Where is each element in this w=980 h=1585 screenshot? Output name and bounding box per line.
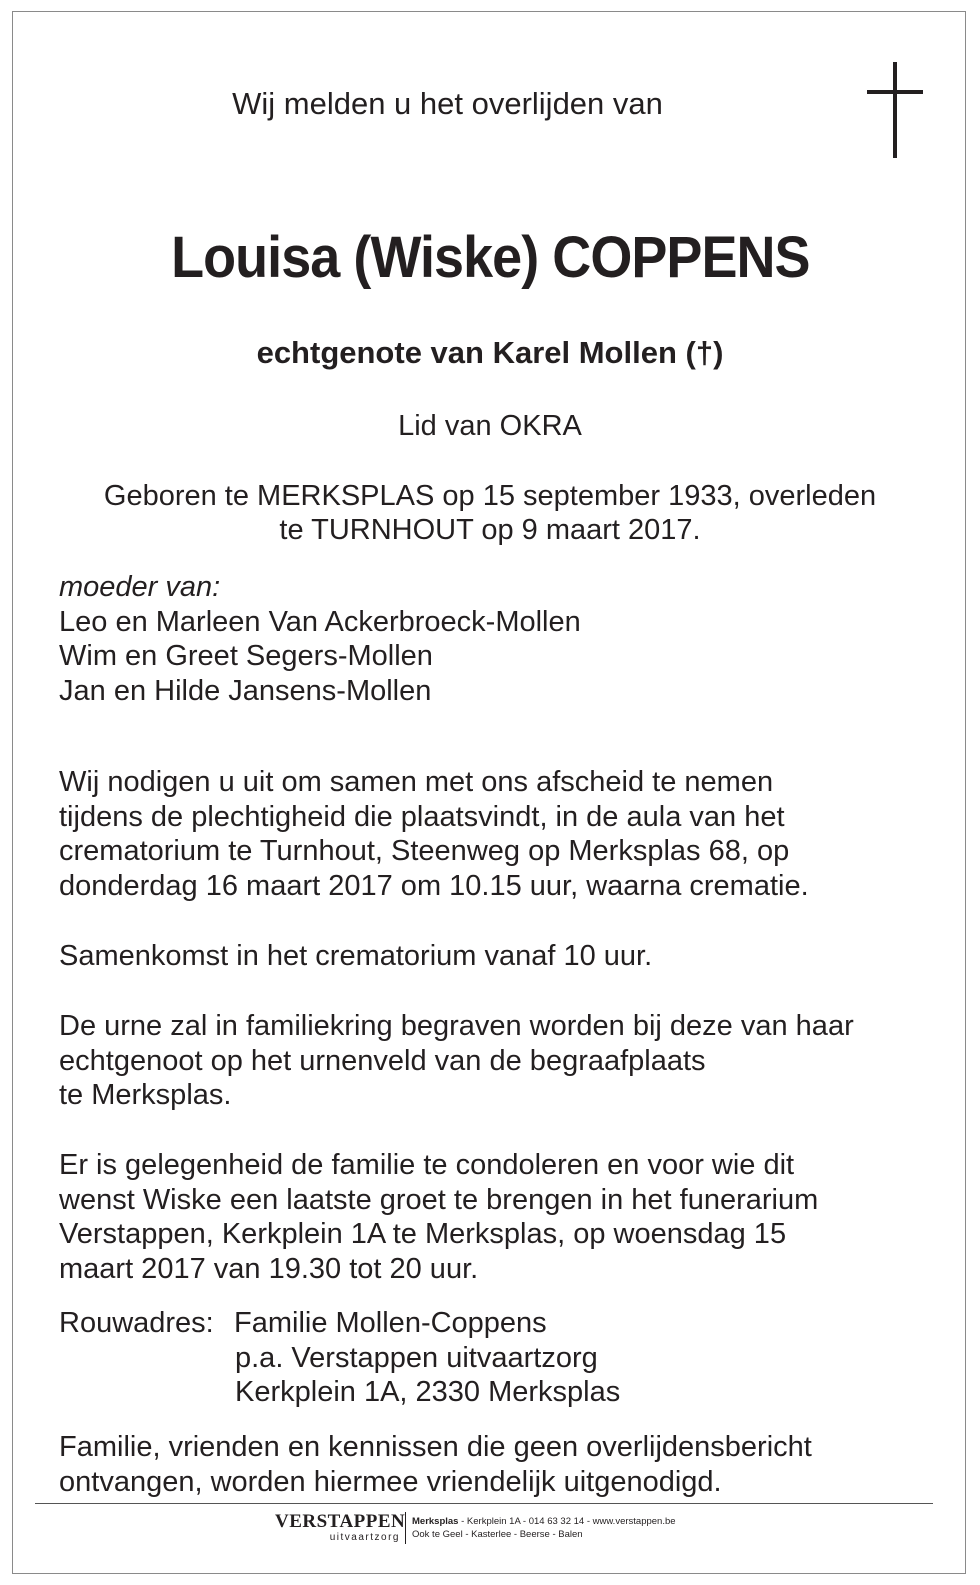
paragraph-line: donderdag 16 maart 2017 om 10.15 uur, waarna crematie. (59, 869, 809, 902)
paragraph-line: crematorium te Turnhout, Steenweg op Merksplas 68, op (59, 835, 790, 867)
membership-line: Lid van OKRA (398, 410, 582, 442)
deceased-name: Louisa (Wiske) COPPENS (171, 225, 810, 290)
logo-brand: VERSTAPPEN (275, 1511, 406, 1532)
paragraph-line: tijdens de plechtigheid die plaatsvindt, in de aula van het (59, 800, 785, 833)
children-lead: moeder van: (59, 571, 221, 603)
address-line: Kerkplein 1A, 2330 Merksplas (235, 1376, 621, 1408)
paragraph-line: Er is gelegenheid de familie te condoleren en voor wie dit (59, 1149, 795, 1181)
child-entry: Jan en Hilde Jansens-Mollen (59, 674, 432, 707)
birth-death-line-1: Geboren te MERKSPLAS op 15 september 1933, overleden (103, 480, 877, 512)
logo-subtitle: uitvaartzorg (329, 1532, 400, 1543)
paragraph-line: Verstappen, Kerkplein 1A te Merksplas, op woensdag 15 (59, 1218, 787, 1250)
ceremony-paragraph (59, 765, 939, 903)
children-list (59, 570, 939, 708)
footer-town: Merksplas (412, 1516, 459, 1527)
footer-divider (35, 1503, 933, 1504)
footer-contact (412, 1515, 676, 1541)
birth-death-line-2: te TURNHOUT op 9 maart 2017. (279, 514, 701, 546)
paragraph-line: Familie, vrienden en kennissen die geen overlijdensbericht (59, 1431, 812, 1463)
mourning-address (59, 1306, 939, 1410)
spouse-line: echtgenote van Karel Mollen (†) (256, 335, 724, 370)
gathering-paragraph (59, 939, 939, 974)
funeral-home-logo (275, 1511, 406, 1544)
urn-paragraph (59, 1009, 939, 1113)
paragraph-line: De urne zal in familiekring begraven worden bij deze van haar (59, 1010, 854, 1042)
paragraph-line: ontvangen, worden hiermee vriendelijk uitgenodigd. (59, 1465, 722, 1498)
paragraph-line: maart 2017 van 19.30 tot 20 uur. (59, 1252, 479, 1285)
paragraph-line: wenst Wiske een laatste groet te brengen in het funerarium (59, 1183, 819, 1216)
footer-separator (405, 1512, 406, 1544)
footer-contact-line: - Kerkplein 1A - 014 63 32 14 - www.verstappen.be (458, 1516, 676, 1527)
footer-branches: Ook te Geel - Kasterlee - Beerse - Balen (412, 1529, 583, 1540)
condolence-paragraph (59, 1148, 939, 1286)
cross-icon (867, 62, 923, 158)
child-entry: Wim en Greet Segers-Mollen (59, 640, 433, 672)
paragraph-line: echtgenoot op het urnenveld van de begraafplaats (59, 1044, 706, 1077)
birth-death-line (0, 479, 980, 547)
child-entry: Leo en Marleen Van Ackerbroeck-Mollen (59, 605, 581, 638)
address-line: p.a. Verstappen uitvaartzorg (235, 1341, 598, 1374)
paragraph-line: Wij nodigen u uit om samen met ons afscheid te nemen (59, 766, 774, 798)
closing-paragraph (59, 1430, 939, 1499)
paragraph-line: te Merksplas. (59, 1079, 232, 1111)
address-line: Familie Mollen-Coppens (234, 1307, 547, 1339)
intro-text: Wij melden u het overlijden van (232, 86, 663, 121)
address-label: Rouwadres: (59, 1307, 214, 1339)
paragraph-line: Samenkomst in het crematorium vanaf 10 uur. (59, 940, 653, 972)
